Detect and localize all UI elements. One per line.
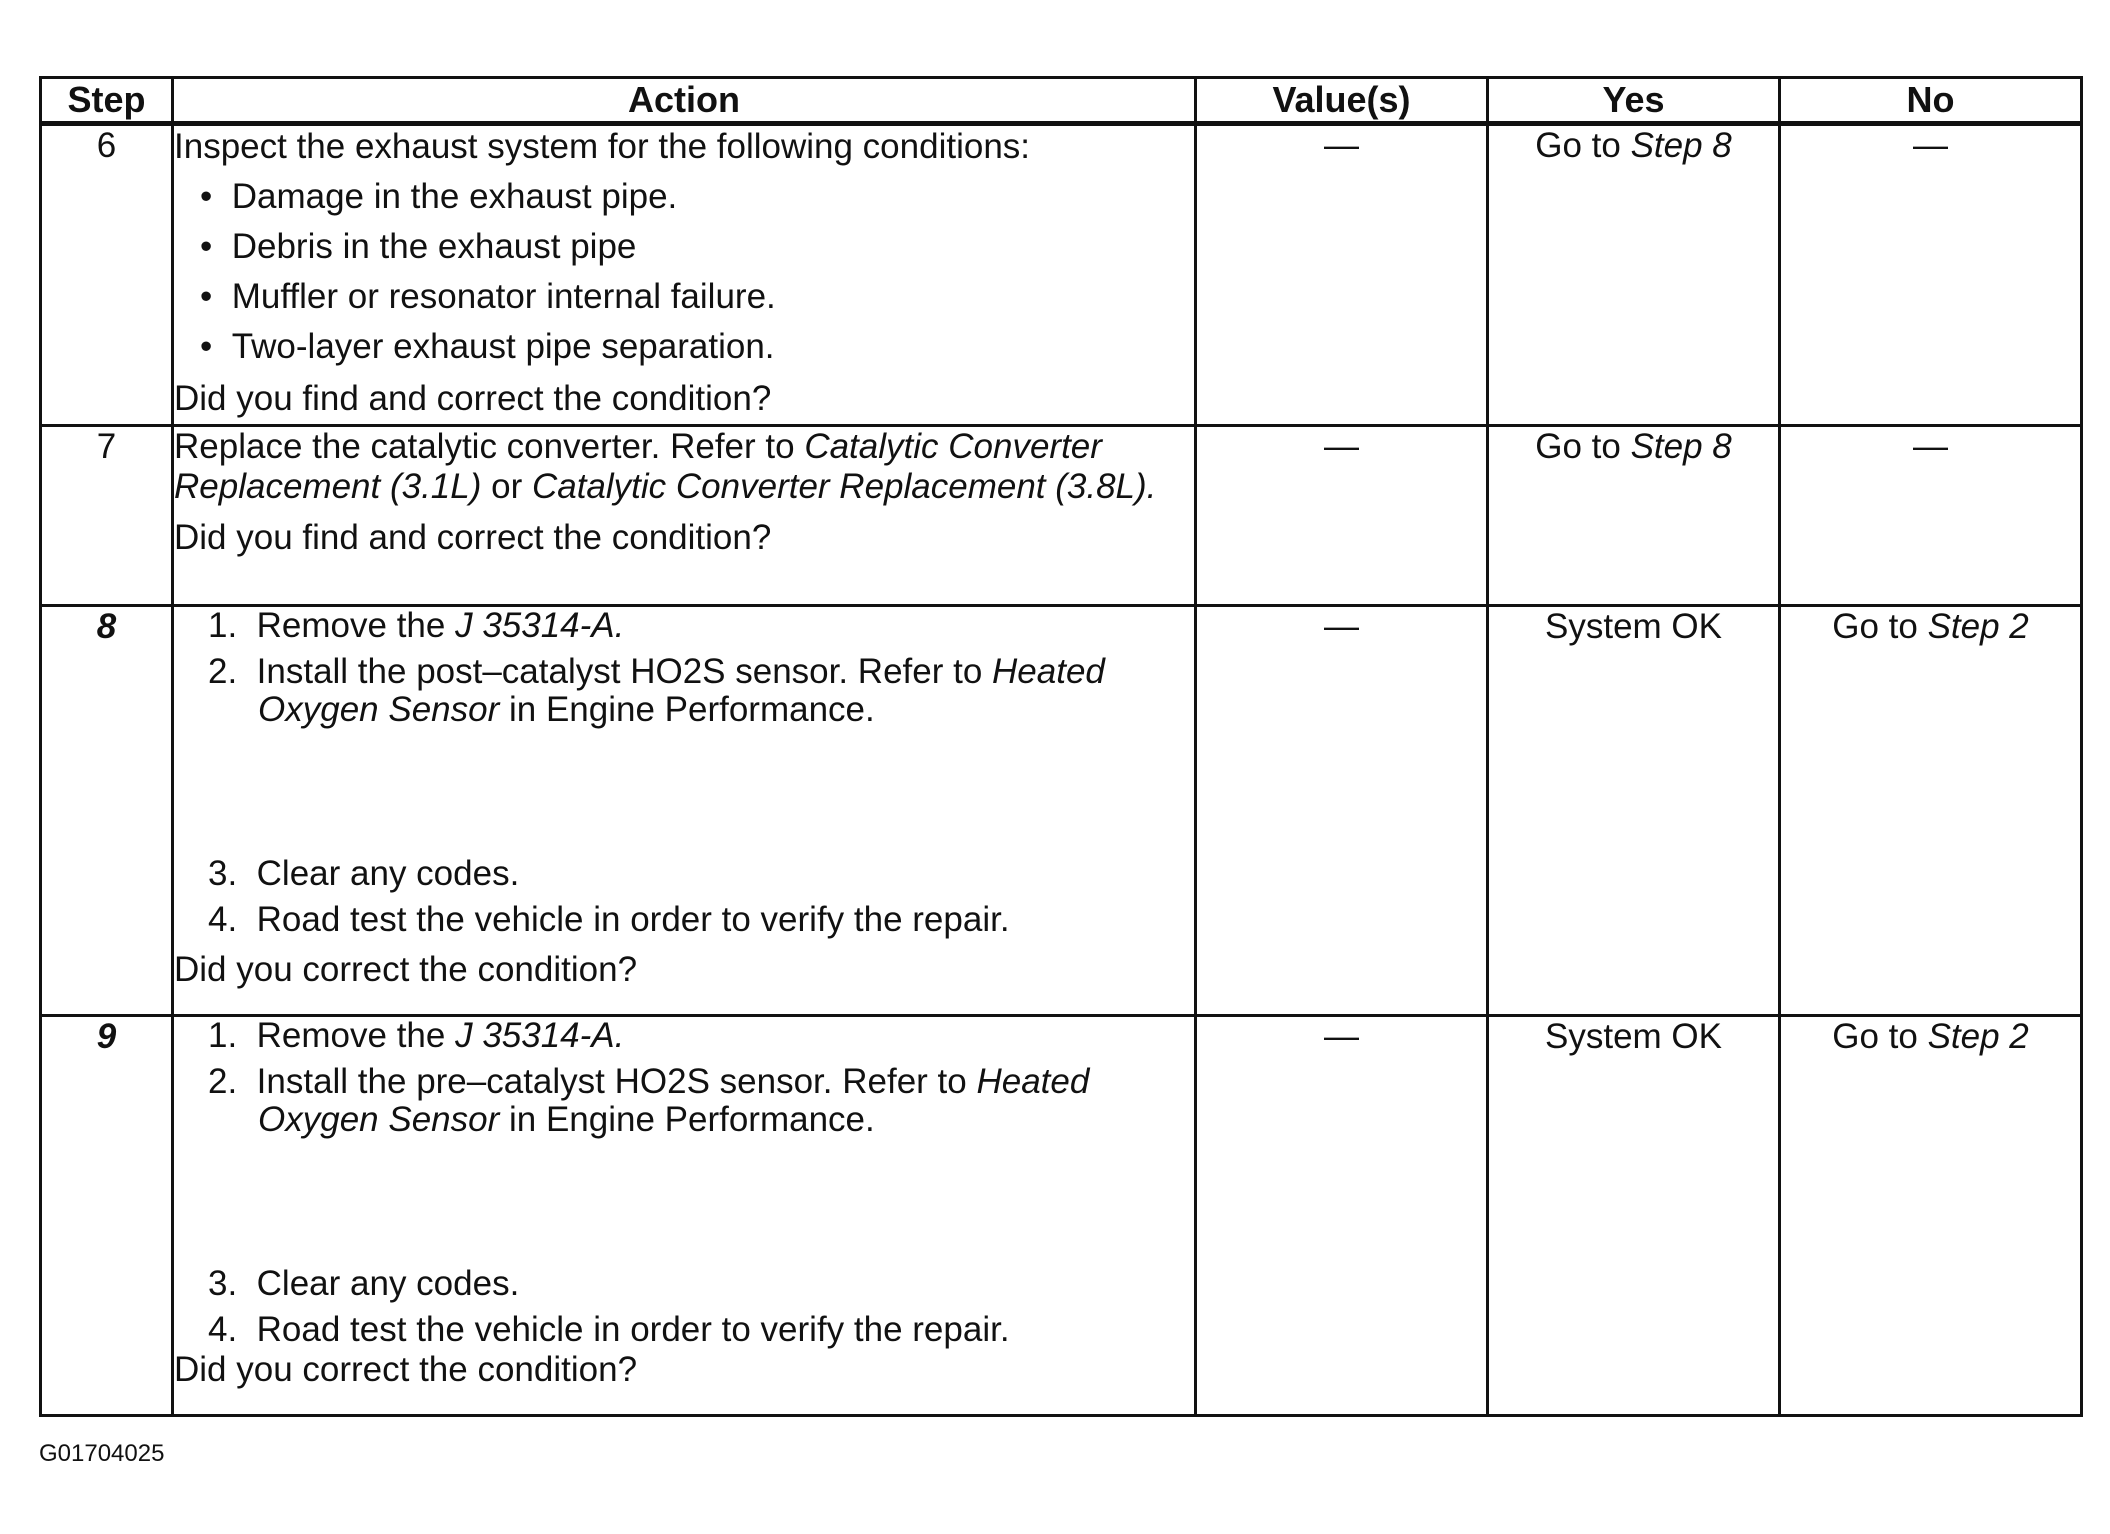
document-reference: Catalytic Converter Replacement (3.8L).: [531, 467, 1157, 506]
diagnostic-table: [39, 76, 2083, 1417]
step-number: 8: [41, 606, 173, 1016]
header-yes: Yes: [1488, 78, 1780, 124]
action-question: Did you correct the condition?: [174, 1350, 638, 1389]
no-cell: Go to Step 2: [1780, 1016, 2082, 1416]
yes-cell: System OK: [1488, 606, 1780, 1016]
no-cell: —: [1780, 426, 2082, 606]
no-cell: —: [1780, 124, 2082, 426]
action-intro: Inspect the exhaust system for the following conditions:: [174, 127, 1031, 166]
step-reference: Step 8: [1630, 126, 1732, 165]
action-cell: [173, 426, 1196, 606]
action-cell: [173, 606, 1196, 1016]
value-cell: —: [1196, 606, 1488, 1016]
action-question: Did you find and correct the condition?: [174, 379, 772, 418]
list-item: 3. Clear any codes.: [208, 1264, 520, 1303]
list-item: • Damage in the exhaust pipe.: [200, 177, 678, 216]
table-header-row: [41, 78, 2082, 124]
yes-cell: Go to Step 8: [1488, 426, 1780, 606]
list-item: • Debris in the exhaust pipe: [200, 227, 637, 266]
header-no: No: [1780, 78, 2082, 124]
list-item: 1. Remove the J 35314-A.: [208, 606, 625, 645]
list-item: 3. Clear any codes.: [208, 854, 520, 893]
action-text: Replace the catalytic converter. Refer to Catalytic Converter Replacement (3.1L) or Catalytic Converter Replacement (3.8L).: [174, 427, 1157, 506]
table-row-step-8: [41, 606, 2082, 1016]
step-reference: Step 2: [1927, 1017, 2029, 1056]
list-item: • Muffler or resonator internal failure.: [200, 277, 776, 316]
list-item: 2. Install the post–catalyst HO2S sensor. Refer to Heated Oxygen Sensor in Engine Performance.: [208, 652, 1105, 729]
step-reference: Step 2: [1927, 607, 2029, 646]
step-number: 9: [41, 1016, 173, 1416]
no-cell: Go to Step 2: [1780, 606, 2082, 1016]
figure-id: G01704025: [39, 1440, 165, 1467]
list-item: 4. Road test the vehicle in order to verify the repair.: [208, 1310, 1010, 1349]
list-item: 1. Remove the J 35314-A.: [208, 1016, 625, 1055]
step-number: 7: [41, 426, 173, 606]
table-row-step-9: [41, 1016, 2082, 1416]
list-item: • Two-layer exhaust pipe separation.: [200, 327, 775, 366]
step-reference: Step 8: [1630, 427, 1732, 466]
yes-cell: Go to Step 8: [1488, 124, 1780, 426]
header-values: Value(s): [1196, 78, 1488, 124]
value-cell: —: [1196, 1016, 1488, 1416]
action-cell: [173, 1016, 1196, 1416]
document-reference: Catalytic Converter Replacement (3.1L): [174, 427, 1102, 506]
step-number: 6: [41, 124, 173, 426]
value-cell: —: [1196, 124, 1488, 426]
list-item: 2. Install the pre–catalyst HO2S sensor. Refer to Heated Oxygen Sensor in Engine Performance.: [208, 1062, 1090, 1139]
table-row-step-6: [41, 124, 2082, 426]
header-action: Action: [173, 78, 1196, 124]
action-cell: [173, 124, 1196, 426]
action-question: Did you correct the condition?: [174, 950, 638, 989]
value-cell: —: [1196, 426, 1488, 606]
yes-cell: System OK: [1488, 1016, 1780, 1416]
header-step: Step: [41, 78, 173, 124]
table-row-step-7: [41, 426, 2082, 606]
action-question: Did you find and correct the condition?: [174, 518, 772, 557]
list-item: 4. Road test the vehicle in order to verify the repair.: [208, 900, 1010, 939]
